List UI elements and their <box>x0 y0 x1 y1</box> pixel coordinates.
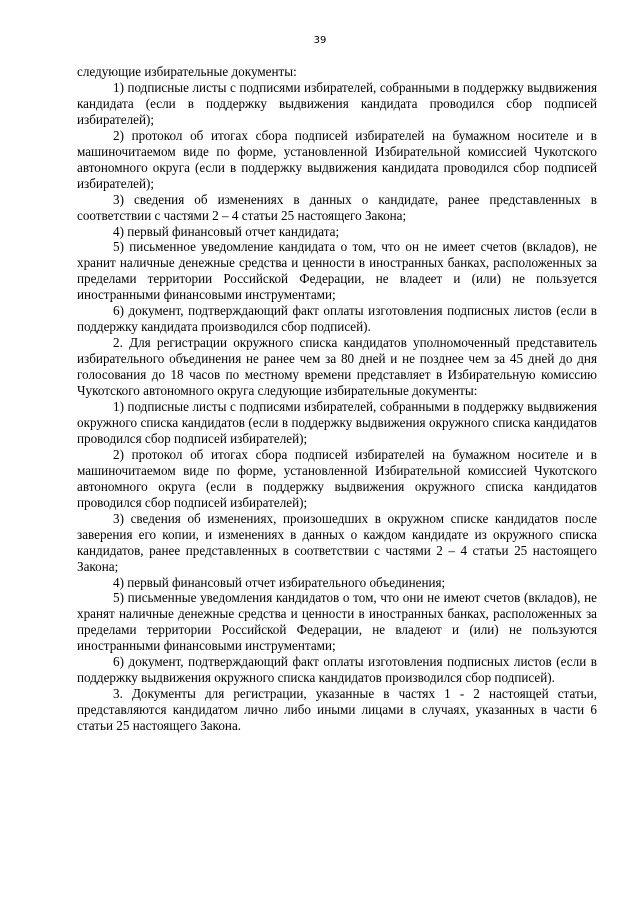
paragraph: 3) сведения об изменениях, произошедших в окружном списке кандидатов после заверения его копии, и изменениях в данных о каждом кандидате из окружного списка кандидатов, ранее представленных в соответствии с частями 2 – 4 статьи 25 настоящего Закона; <box>77 510 597 574</box>
paragraph: 1) подписные листы с подписями избирателей, собранными в поддержку выдвижения окружного списка кандидатов (если в поддержку выдвижения окружного списка кандидатов проводился сбор подписей избирателей); <box>77 399 597 446</box>
paragraph: 2. Для регистрации окружного списка кандидатов уполномоченный представитель избирательного объединения не ранее чем за 80 дней и не позднее чем за 45 дней до дня голосования до 18 часов по местному времени представляет в Избирательную комиссию Чукотского автономного округа следующие избирательные документы: <box>77 335 597 399</box>
paragraph: 4) первый финансовый отчет кандидата; <box>113 223 340 239</box>
paragraph: 3) сведения об изменениях в данных о кандидате, ранее представленных в соответствии с частями 2 – 4 статьи 25 настоящего Закона; <box>77 191 597 223</box>
paragraph: 4) первый финансовый отчет избирательного объединения; <box>113 574 446 590</box>
paragraph: 6) документ, подтверждающий факт оплаты изготовления подписных листов (если в поддержку кандидата производился сбор подписей). <box>77 303 597 335</box>
paragraph: 6) документ, подтверждающий факт оплаты изготовления подписных листов (если в поддержку выдвижения окружного списка кандидатов производился сбор подписей). <box>77 654 597 686</box>
paragraph: 1) подписные листы с подписями избирателей, собранными в поддержку выдвижения кандидата (если в поддержку выдвижения кандидата проводился сбор подписей избирателей); <box>77 79 597 127</box>
paragraph: 5) письменное уведомление кандидата о том, что он не имеет счетов (вкладов), не хранит наличные денежные средства и ценности в иностранных банках, расположенных за пределами территории Российской Федерации, не владеет и (или) не пользуется иностранными финансовыми инструментами; <box>77 239 597 303</box>
paragraph: следующие избирательные документы: <box>77 64 297 79</box>
paragraph: 3. Документы для регистрации, указанные в частях 1 - 2 настоящей статьи, представляются кандидатом лично либо иными лицами в случаях, указанных в части 6 статьи 25 настоящего Закона. <box>77 686 597 734</box>
paragraph: 2) протокол об итогах сбора подписей избирателей на бумажном носителе и в машиночитаемом виде по форме, установленной Избирательной комиссией Чукотского автономного округа (если в поддержку выдвижения кандидата проводился сбор подписей избирателей); <box>77 127 597 191</box>
paragraph: 5) письменные уведомления кандидатов о том, что они не имеют счетов (вкладов), не хранят наличные денежные средства и ценности в иностранных банках, расположенных за пределами территории Российской Федерации, не владеют и (или) не пользуются иностранными финансовыми инструментами; <box>77 590 597 654</box>
document-body <box>77 64 597 734</box>
page-number: 39 <box>313 35 327 46</box>
paragraph: 2) протокол об итогах сбора подписей избирателей на бумажном носителе и в машиночитаемом виде по форме, установленной Избирательной комиссией Чукотского автономного округа (если в поддержку выдвижения окружного списка кандидатов проводился сбор подписей избирателей); <box>77 446 597 510</box>
